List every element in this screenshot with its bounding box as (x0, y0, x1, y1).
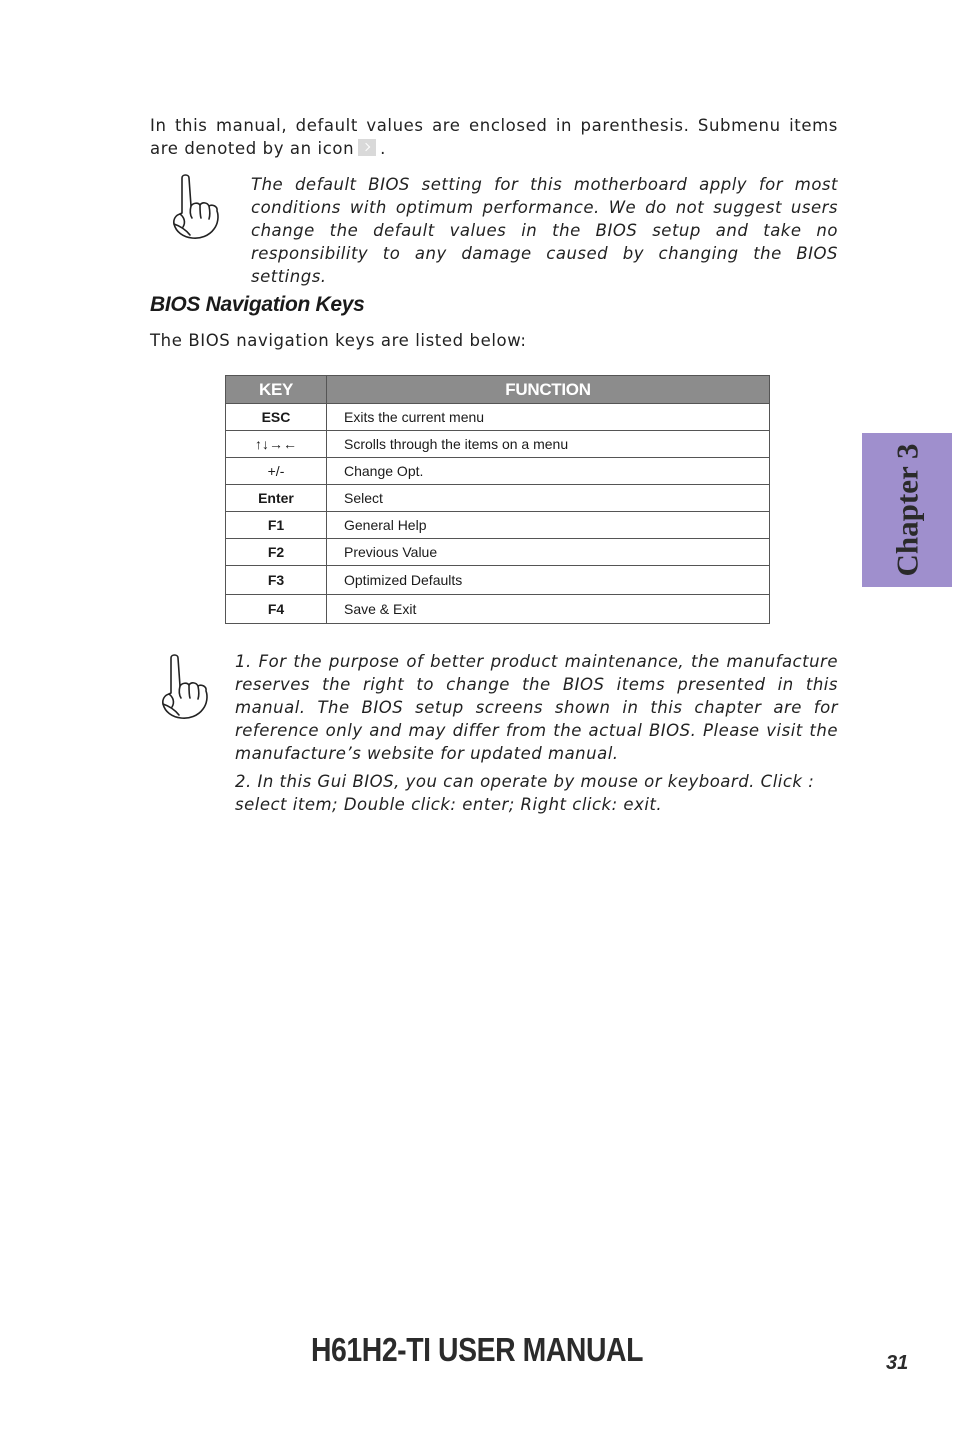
intro-period: . (380, 139, 387, 158)
key-column-header: KEY (226, 376, 327, 404)
maintenance-note: 1. For the purpose of better product maintenance, the manufacture reserves the right to change the BIOS items presented in this manual. The BIOS setup screens shown in this chapter are for reference only and may differ from the actual BIOS. Please visit the manufacture’s website for updated manual. (235, 652, 838, 763)
key-cell: Enter (226, 485, 327, 512)
function-cell: Scrolls through the items on a menu (327, 431, 770, 458)
table-row (226, 404, 770, 431)
pointing-hand-icon (155, 652, 217, 724)
chevron-right-icon (358, 139, 376, 156)
pointing-hand-icon (166, 172, 228, 244)
key-cell: +/- (226, 458, 327, 485)
key-cell: ESC (226, 404, 327, 431)
chapter-tab (862, 433, 952, 587)
manual-title: H61H2-TI USER MANUAL (310, 1331, 643, 1368)
table-header-row (226, 376, 770, 404)
page-number: 31 (886, 1352, 909, 1374)
default-settings-note: The default BIOS setting for this motherboard apply for most conditions with optimum performance. We do not suggest users change the default values in the BIOS setup and take no responsibility to any damage caused by changing the BIOS settings. (251, 175, 838, 286)
function-column-header: FUNCTION (327, 376, 770, 404)
function-cell: Exits the current menu (327, 404, 770, 431)
navigation-keys-table (225, 375, 770, 624)
table-row (226, 566, 770, 595)
key-cell: F4 (226, 595, 327, 624)
keys-intro: The BIOS navigation keys are listed below: (150, 331, 527, 350)
key-cell: F1 (226, 512, 327, 539)
table-row (226, 595, 770, 624)
key-cell: F3 (226, 566, 327, 595)
gui-note: 2. In this Gui BIOS, you can operate by mouse or keyboard. Click : select item; Double click: enter; Right click: exit. (235, 772, 815, 814)
function-cell: Save & Exit (327, 595, 770, 624)
table-row (226, 539, 770, 566)
key-cell: F2 (226, 539, 327, 566)
table-row (226, 458, 770, 485)
intro-text: In this manual, default values are enclosed in parenthesis. Submenu items are denoted by an icon (150, 116, 838, 158)
function-cell: Select (327, 485, 770, 512)
table-row (226, 431, 770, 458)
key-cell: ↑↓→← (226, 431, 327, 458)
function-cell: General Help (327, 512, 770, 539)
function-cell: Optimized Defaults (327, 566, 770, 595)
section-title: BIOS Navigation Keys (150, 293, 365, 316)
table-row (226, 512, 770, 539)
function-cell: Previous Value (327, 539, 770, 566)
intro-paragraph (150, 114, 838, 160)
table-row (226, 485, 770, 512)
chapter-label: Chapter 3 (889, 443, 924, 577)
function-cell: Change Opt. (327, 458, 770, 485)
